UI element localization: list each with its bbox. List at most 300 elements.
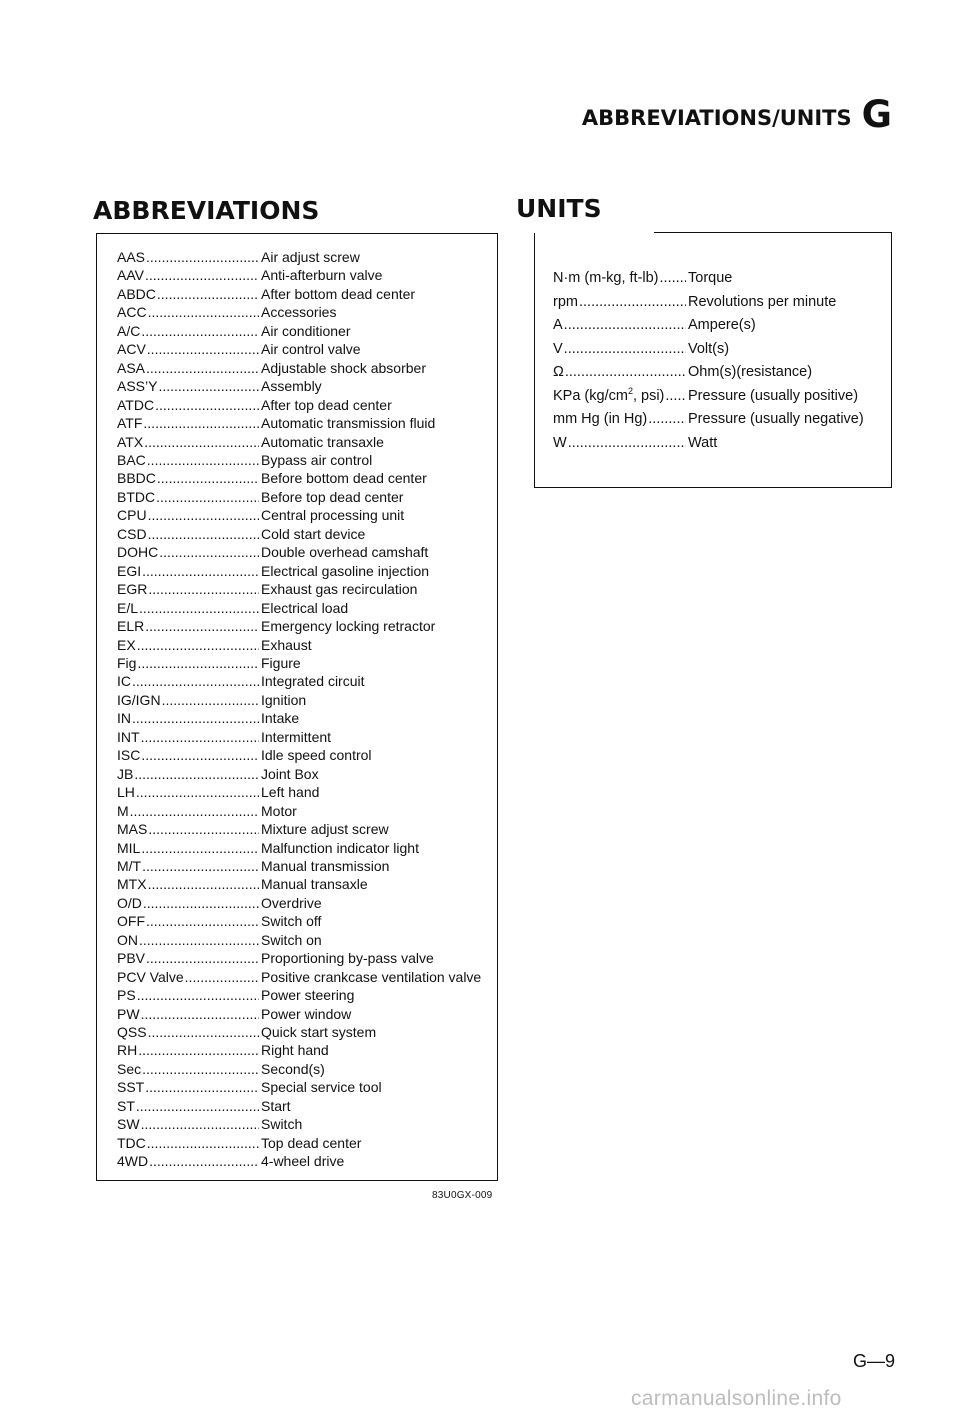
abbreviation-meaning: Left hand [261,784,320,801]
page-header-title: ABBREVIATIONS/UNITS [581,106,852,130]
dot-leader [134,765,259,783]
abbreviation-row [117,599,497,617]
unit-meaning: Pressure (usually negative) [688,411,864,427]
abbreviation-row [117,1134,497,1152]
abbreviation-term: ACV [117,341,146,358]
unit-meaning: Ampere(s) [688,317,756,333]
abbreviation-row [117,562,497,580]
abbreviations-table [96,233,498,1181]
abbreviation-meaning: Figure [261,654,301,671]
abbreviation-row [117,1152,497,1170]
dot-leader [136,1097,259,1115]
abbreviation-meaning: Top dead center [261,1134,362,1151]
abbreviation-term-cell [117,949,259,967]
abbreviation-term-cell [117,433,259,451]
abbreviation-term: PCV Valve [117,968,184,985]
abbreviation-meaning: Power steering [261,987,355,1004]
dot-leader [136,783,259,801]
abbreviation-meaning: Air control valve [261,341,361,358]
abbreviation-term-cell [117,359,259,377]
abbreviation-term: ASA [117,359,146,376]
abbreviation-term: ST [117,1097,135,1114]
abbreviation-term-cell [117,396,259,414]
abbreviation-meaning: Switch off [261,913,322,930]
abbreviation-term: O/D [117,894,142,911]
abbreviation-row [117,1041,497,1059]
dot-leader [141,746,259,764]
abbreviation-term: E/L [117,599,139,616]
abbreviation-term: CPU [117,507,147,524]
dot-leader [141,322,259,340]
abbreviation-term-cell [117,968,259,986]
dot-leader [137,636,259,654]
watermark-link[interactable]: carmanualsonline.info [631,1387,842,1410]
abbreviation-meaning: Intake [261,710,300,727]
abbreviation-term-cell [117,525,259,543]
abbreviation-row [117,765,497,783]
abbreviation-meaning: Ignition [261,691,307,708]
abbreviation-row [117,433,497,451]
dot-leader [147,340,259,358]
unit-row [553,338,887,362]
abbreviation-term-cell [117,322,259,340]
abbreviation-meaning: Emergency locking retractor [261,618,436,635]
abbreviation-meaning: Air conditioner [261,322,351,339]
dot-leader [146,248,259,266]
abbreviation-meaning: Before bottom dead center [261,470,427,487]
abbreviation-term: SST [117,1079,145,1096]
abbreviation-term-cell [117,303,259,321]
abbreviation-row [117,986,497,1004]
abbreviation-row [117,691,497,709]
abbreviation-term: INT [117,728,140,745]
dot-leader [139,599,259,617]
abbreviation-row [117,894,497,912]
unit-term-tail: , psi) [632,387,665,404]
abbreviation-term-cell [117,1060,259,1078]
abbreviation-row [117,266,497,284]
abbreviation-term: MIL [117,839,141,856]
unit-term-cell [553,385,686,409]
abbreviation-term-cell [117,986,259,1004]
abbreviation-meaning: Overdrive [261,894,322,911]
dot-leader [148,1023,259,1041]
dot-leader [565,361,686,385]
abbreviation-term-cell [117,709,259,727]
abbreviation-meaning: Malfunction indicator light [261,839,419,856]
abbreviation-meaning: Electrical load [261,599,349,616]
abbreviation-row [117,1115,497,1133]
abbreviation-term: PW [117,1005,140,1022]
unit-row [553,314,887,338]
abbreviation-term-cell [117,746,259,764]
unit-row [553,361,887,385]
abbreviation-term-cell [117,599,259,617]
abbreviation-term: EX [117,636,136,653]
unit-meaning: Ohm(s)(resistance) [688,364,813,380]
abbreviation-meaning: Manual transmission [261,857,390,874]
dot-leader [142,562,259,580]
abbreviation-term: Fig [117,654,137,671]
abbreviation-term: BTDC [117,488,156,505]
unit-meaning: Volt(s) [688,340,730,357]
abbreviation-term-cell [117,377,259,395]
abbreviation-term-cell [117,1152,259,1170]
dot-leader [665,385,686,409]
abbreviation-term-cell [117,728,259,746]
abbreviation-term: EGI [117,562,142,579]
dot-leader [159,543,259,561]
abbreviation-row [117,1097,497,1115]
dot-leader [144,433,259,451]
unit-term: Ω [553,364,564,380]
abbreviation-meaning: After bottom dead center [261,285,416,302]
abbreviation-term-cell [117,266,259,284]
abbreviation-row [117,525,497,543]
abbreviation-meaning: Idle speed control [261,747,372,764]
abbreviation-term: M [117,802,129,819]
abbreviation-row [117,1023,497,1041]
unit-meaning: Watt [688,434,718,451]
section-letter: G [861,93,892,136]
abbreviation-term-cell [117,248,259,266]
abbreviation-term: ATDC [117,396,155,413]
abbreviation-row [117,802,497,820]
abbreviation-term-cell [117,1005,259,1023]
abbreviation-term-cell [117,654,259,672]
abbreviation-term: ATX [117,433,144,450]
abbreviation-row [117,949,497,967]
abbreviation-term-cell [117,1115,259,1133]
unit-row [553,291,887,315]
abbreviation-meaning: Second(s) [261,1060,325,1077]
unit-term-cell [553,267,686,291]
dot-leader [139,931,259,949]
unit-term: N·m (m-kg, ft-lb) [553,270,659,286]
abbreviation-term-cell [117,672,259,690]
abbreviation-meaning: Assembly [261,378,322,395]
abbreviation-term: DOHC [117,544,159,561]
abbreviation-row [117,303,497,321]
abbreviation-row [117,359,497,377]
abbreviation-meaning: 4-wheel drive [261,1153,345,1170]
dot-leader [155,396,259,414]
dot-leader [648,408,686,432]
abbreviation-row [117,488,497,506]
dot-leader [143,894,259,912]
abbreviation-term: IG/IGN [117,691,161,708]
abbreviation-term-cell [117,765,259,783]
abbreviation-row [117,728,497,746]
abbreviation-term-cell [117,839,259,857]
abbreviation-meaning: Double overhead camshaft [261,544,429,561]
abbreviation-meaning: Exhaust gas recirculation [261,581,418,598]
abbreviation-term: CSD [117,525,147,542]
dot-leader [148,525,259,543]
dot-leader [130,802,259,820]
dot-leader [141,728,259,746]
abbreviation-term-cell [117,1023,259,1041]
dot-leader [145,617,259,635]
abbreviation-term: 4WD [117,1153,149,1170]
abbreviation-row [117,322,497,340]
abbreviation-meaning: Bypass air control [261,451,373,468]
abbreviation-term: A/C [117,322,141,339]
abbreviation-meaning: Mixture adjust screw [261,821,389,838]
abbreviation-term-cell [117,894,259,912]
abbreviation-term: PS [117,987,136,1004]
abbreviation-meaning: Intermittent [261,728,332,745]
abbreviations-list [117,248,497,1171]
unit-row [553,432,887,456]
dot-leader [148,580,259,598]
dot-leader [147,451,259,469]
abbreviation-meaning: Adjustable shock absorber [261,359,426,376]
abbreviation-row [117,469,497,487]
abbreviation-term: MTX [117,876,147,893]
dot-leader [185,968,259,986]
abbreviation-term: M/T [117,857,142,874]
dot-leader [148,875,259,893]
unit-term-cell [553,408,686,432]
unit-term: rpm [553,293,578,310]
dot-leader [148,506,259,524]
abbreviation-term-cell [117,562,259,580]
abbreviation-term: JB [117,765,134,782]
abbreviation-term: SW [117,1116,140,1133]
unit-term-main: KPa (kg/cm [553,387,628,404]
unit-row [553,385,887,409]
abbreviation-row [117,617,497,635]
abbreviation-meaning: Joint Box [261,765,319,782]
unit-term-cell [553,338,686,362]
unit-term-cell [553,314,686,338]
abbreviation-term: MAS [117,821,148,838]
dot-leader [156,488,259,506]
abbreviation-term-cell [117,580,259,598]
abbreviation-term-cell [117,912,259,930]
unit-term-cell [553,291,686,315]
abbreviation-row [117,857,497,875]
dot-leader [157,469,259,487]
abbreviation-term-cell [117,285,259,303]
abbreviation-term: TDC [117,1134,146,1151]
abbreviation-meaning: Motor [261,802,297,819]
abbreviation-term: BBDC [117,470,156,487]
abbreviation-term: BAC [117,451,146,468]
dot-leader [564,314,686,338]
abbreviation-meaning: Integrated circuit [261,673,365,690]
dot-leader [158,377,259,395]
abbreviation-term: LH [117,784,135,801]
abbreviation-term-cell [117,1078,259,1096]
dot-leader [145,266,259,284]
unit-term-cell [553,432,686,456]
abbreviation-row [117,248,497,266]
abbreviation-row [117,654,497,672]
dot-leader [141,1005,259,1023]
abbreviation-term-cell [117,543,259,561]
abbreviation-meaning: Right hand [261,1042,329,1059]
dot-leader [132,672,259,690]
abbreviation-meaning: Cold start device [261,525,366,542]
abbreviation-row [117,672,497,690]
dot-leader [148,303,259,321]
dot-leader [146,949,259,967]
abbreviation-term-cell [117,617,259,635]
dot-leader [149,1152,259,1170]
abbreviation-row [117,875,497,893]
abbreviation-row [117,285,497,303]
abbreviation-term-cell [117,783,259,801]
abbreviation-term: PBV [117,950,146,967]
abbreviation-meaning: Start [261,1097,291,1114]
dot-leader [137,654,259,672]
figure-code: 83U0GX-009 [432,1190,493,1201]
abbreviation-term-cell [117,506,259,524]
dot-leader [143,414,259,432]
abbreviation-meaning: Switch [261,1116,303,1133]
abbreviation-term: ATF [117,415,143,432]
abbreviation-term: OFF [117,913,145,930]
abbreviation-term-cell [117,488,259,506]
abbreviation-term-cell [117,469,259,487]
dot-leader [568,432,686,456]
abbreviation-meaning: Quick start system [261,1024,377,1041]
abbreviation-term: IC [117,673,131,690]
abbreviation-term: ABDC [117,285,156,302]
dot-leader [142,857,259,875]
unit-meaning: Pressure (usually positive) [688,387,859,404]
abbreviations-heading: ABBREVIATIONS [93,196,320,225]
abbreviation-row [117,839,497,857]
abbreviation-row [117,414,497,432]
unit-term: A [553,317,563,333]
abbreviation-row [117,580,497,598]
abbreviation-row [117,820,497,838]
abbreviation-term: AAS [117,249,146,265]
abbreviation-meaning: Automatic transmission fluid [261,415,436,432]
page-number: G—9 [853,1351,896,1371]
dot-leader [146,359,259,377]
dot-leader [162,691,259,709]
unit-row [553,408,887,432]
abbreviation-meaning: Accessories [261,304,337,321]
abbreviation-term: Sec [117,1060,142,1077]
dot-leader [141,839,259,857]
abbreviation-row [117,746,497,764]
abbreviation-term-cell [117,1041,259,1059]
abbreviation-row [117,636,497,654]
unit-term-cell [553,361,686,385]
abbreviation-meaning: Central processing unit [261,507,405,524]
abbreviation-term: ISC [117,747,141,764]
abbreviation-row [117,543,497,561]
dot-leader [147,1134,259,1152]
unit-term [553,385,664,409]
abbreviation-meaning: Positive crankcase ventilation valve [261,968,482,985]
units-table [534,232,892,488]
abbreviation-row [117,1005,497,1023]
abbreviation-meaning: Power window [261,1005,352,1022]
abbreviation-meaning: Electrical gasoline injection [261,562,430,579]
abbreviation-meaning: Automatic transaxle [261,433,384,450]
abbreviation-meaning: Exhaust [261,636,312,653]
abbreviation-row [117,931,497,949]
abbreviation-term-cell [117,636,259,654]
abbreviation-term: QSS [117,1024,147,1041]
dot-leader [145,1078,259,1096]
unit-term: mm Hg (in Hg) [553,411,648,427]
unit-term: V [553,340,563,357]
abbreviation-row [117,506,497,524]
abbreviation-term-cell [117,1134,259,1152]
abbreviation-row [117,709,497,727]
abbreviation-term: AAV [117,267,144,284]
abbreviation-meaning: Special service tool [261,1079,382,1096]
abbreviation-row [117,340,497,358]
dot-leader [148,820,259,838]
abbreviation-row [117,1060,497,1078]
abbreviation-term-cell [117,820,259,838]
unit-meaning: Revolutions per minute [688,293,837,310]
dot-leader [138,1041,259,1059]
dot-leader [142,1060,259,1078]
dot-leader [141,1115,259,1133]
abbreviation-meaning: Manual transaxle [261,876,368,893]
abbreviation-term-cell [117,857,259,875]
abbreviation-meaning: Switch on [261,931,322,948]
abbreviation-term: ACC [117,304,147,321]
abbreviation-row [117,1078,497,1096]
units-heading: UNITS [516,194,602,223]
dot-leader [157,285,259,303]
abbreviation-meaning: Proportioning by-pass valve [261,950,434,967]
unit-term-superscript: 2 [627,385,633,396]
abbreviation-row [117,968,497,986]
dot-leader [137,986,259,1004]
abbreviation-term-cell [117,414,259,432]
box-top-gap [534,232,654,234]
units-list [553,267,887,455]
abbreviation-term-cell [117,931,259,949]
abbreviation-term-cell [117,691,259,709]
abbreviation-row [117,396,497,414]
abbreviation-meaning: Before top dead center [261,488,404,505]
abbreviation-meaning: Anti-afterburn valve [261,267,383,284]
unit-meaning: Torque [688,270,733,286]
abbreviation-term: EGR [117,581,148,598]
dot-leader [146,912,259,930]
abbreviation-row [117,783,497,801]
abbreviation-meaning: Air adjust screw [261,249,360,265]
unit-term: W [553,434,567,451]
abbreviation-term-cell [117,1097,259,1115]
abbreviation-term-cell [117,802,259,820]
dot-leader [564,338,686,362]
abbreviation-row [117,912,497,930]
dot-leader [579,291,686,315]
abbreviation-term: ASS’Y [117,378,158,395]
abbreviation-term: ELR [117,618,145,635]
abbreviation-term: ON [117,931,138,948]
abbreviation-meaning: After top dead center [261,396,392,413]
abbreviation-term-cell [117,875,259,893]
abbreviation-row [117,451,497,469]
abbreviation-term: RH [117,1042,138,1059]
abbreviation-term: IN [117,710,131,727]
unit-row [553,267,887,291]
